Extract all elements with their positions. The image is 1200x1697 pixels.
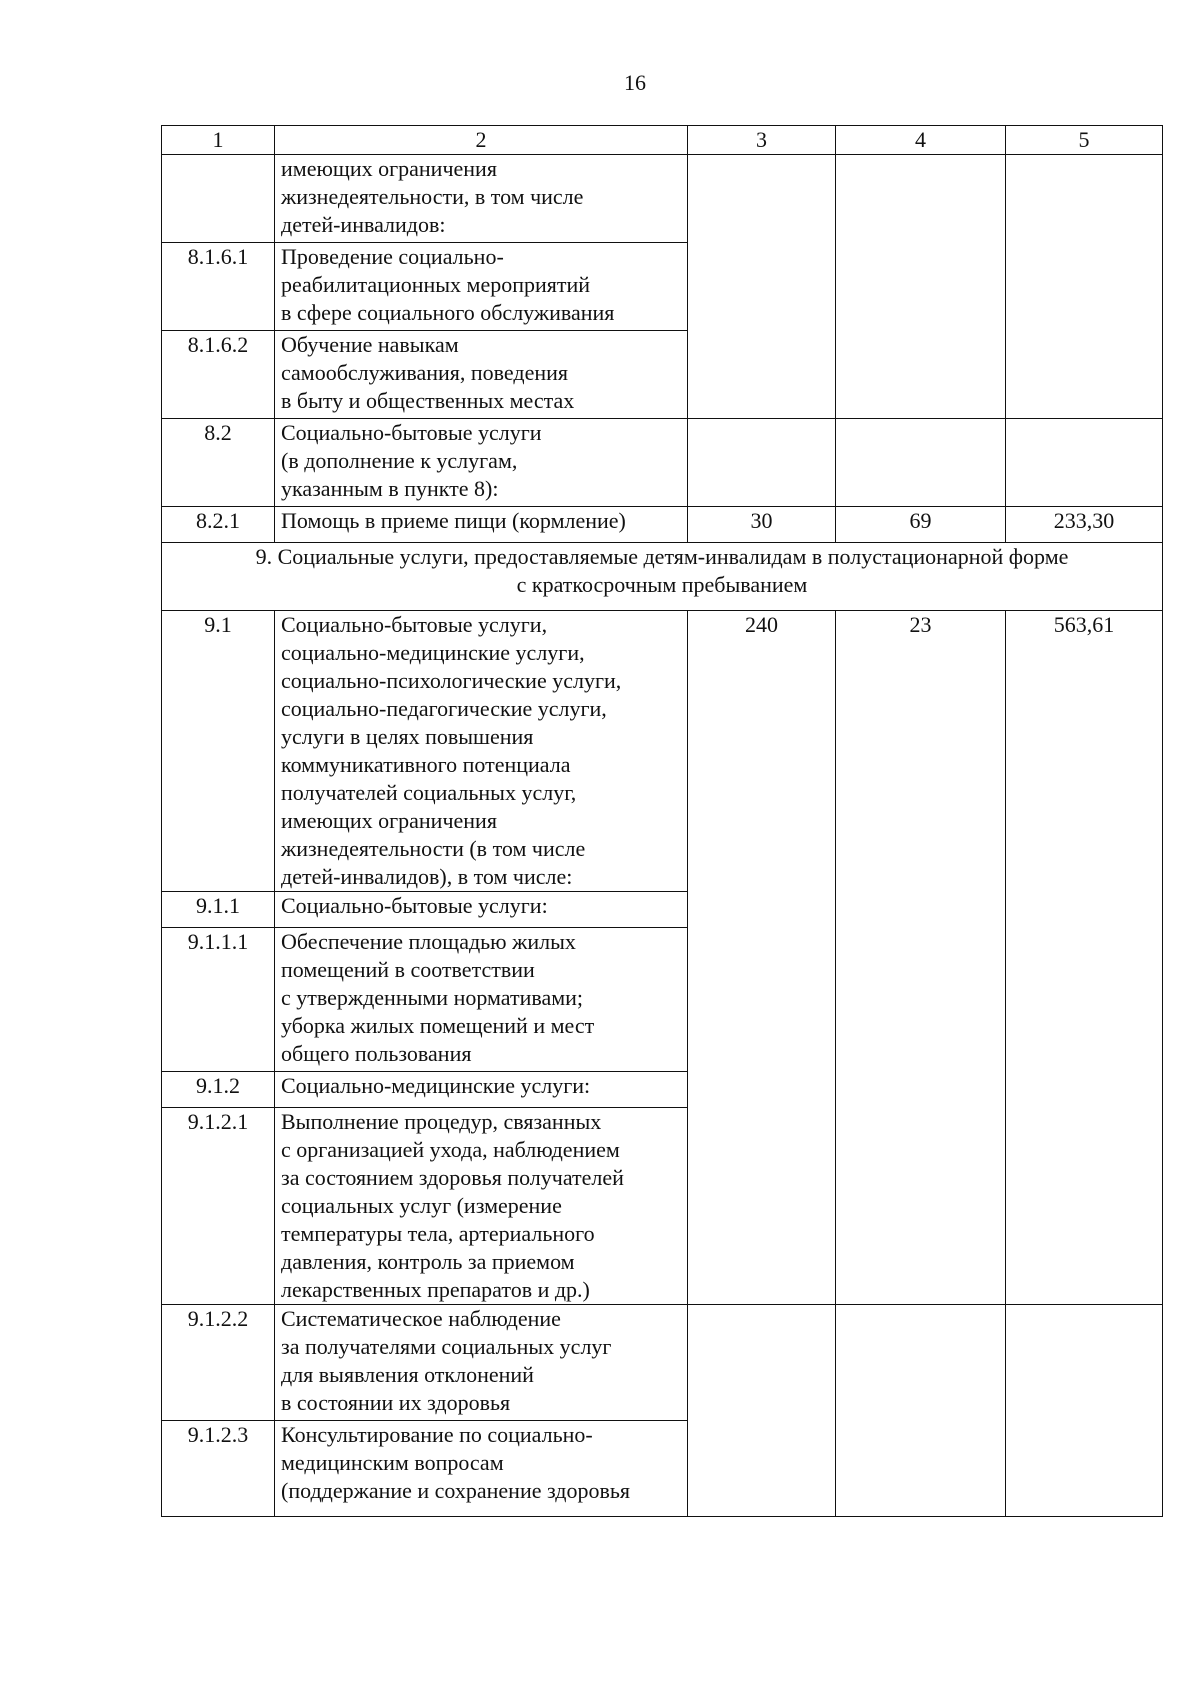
row-value-5	[1006, 419, 1163, 507]
table-row	[162, 419, 1163, 507]
row-text: Проведение социально- реабилитационных мероприятий в сфере социального обслуживания	[275, 243, 688, 331]
row-text: Социально-бытовые услуги (в дополнение к услугам, указанным в пункте 8):	[275, 419, 688, 507]
row-code: 9.1	[162, 611, 275, 892]
header-col-3: 3	[688, 126, 836, 155]
row-text: Выполнение процедур, связанных с организацией ухода, наблюдением за состоянием здоровья получателей социальных услуг (измерение температуры тела, артериального давления, контроль за приемом лекарственных препаратов и др.)	[275, 1108, 688, 1305]
row-code: 9.1.1.1	[162, 928, 275, 1072]
row-code: 8.2.1	[162, 507, 275, 543]
page-number: 16	[624, 70, 646, 95]
row-text: Социально-бытовые услуги, социально-медицинские услуги, социально-психологические услуги, социально-педагогические услуги, услуги в целях повышения коммуникативного потенциала получателей социальных услуг, имеющих ограничения жизнедеятельности (в том числе детей-инвалидов), в том числе:	[275, 611, 688, 892]
row-code: 8.1.6.1	[162, 243, 275, 331]
row-text: имеющих ограничения жизнедеятельности, в том числе детей-инвалидов:	[275, 155, 688, 243]
table-header-row	[162, 126, 1163, 155]
empty-cell	[688, 1305, 836, 1517]
empty-cell	[1006, 155, 1163, 419]
table-row	[162, 1305, 1163, 1421]
section-heading: 9. Социальные услуги, предоставляемые детям-инвалидам в полустационарной форме с краткосрочным пребыванием	[162, 543, 1163, 611]
row-code	[162, 155, 275, 243]
empty-cell	[836, 155, 1006, 419]
row-value-3: 30	[688, 507, 836, 543]
row-value-3	[688, 419, 836, 507]
row-value-4: 69	[836, 507, 1006, 543]
row-code: 9.1.2.3	[162, 1421, 275, 1517]
row-value-5: 233,30	[1006, 507, 1163, 543]
row-text: Социально-бытовые услуги:	[275, 892, 688, 928]
row-code: 9.1.2.1	[162, 1108, 275, 1305]
section-heading-row	[162, 543, 1163, 611]
header-col-5: 5	[1006, 126, 1163, 155]
row-text: Обеспечение площадью жилых помещений в соответствии с утвержденными нормативами; уборка жилых помещений и мест общего пользования	[275, 928, 688, 1072]
header-col-4: 4	[836, 126, 1006, 155]
empty-cell	[1006, 1305, 1163, 1517]
row-value-4	[836, 419, 1006, 507]
row-text: Систематическое наблюдение за получателями социальных услуг для выявления отклонений в состоянии их здоровья	[275, 1305, 688, 1421]
row-code: 8.2	[162, 419, 275, 507]
row-value-5: 563,61	[1006, 611, 1163, 1305]
empty-cell	[836, 1305, 1006, 1517]
row-text: Социально-медицинские услуги:	[275, 1072, 688, 1108]
services-table	[161, 125, 1163, 1517]
header-col-1: 1	[162, 126, 275, 155]
table-row	[162, 507, 1163, 543]
table-row	[162, 155, 1163, 243]
row-text: Обучение навыкам самообслуживания, поведения в быту и общественных местах	[275, 331, 688, 419]
header-col-2: 2	[275, 126, 688, 155]
table-row	[162, 611, 1163, 892]
empty-cell	[688, 155, 836, 419]
row-value-4: 23	[836, 611, 1006, 1305]
row-code: 9.1.2	[162, 1072, 275, 1108]
row-value-3: 240	[688, 611, 836, 1305]
row-code: 9.1.2.2	[162, 1305, 275, 1421]
row-text: Помощь в приеме пищи (кормление)	[275, 507, 688, 543]
row-code: 8.1.6.2	[162, 331, 275, 419]
row-text: Консультирование по социально- медицинским вопросам (поддержание и сохранение здоровья	[275, 1421, 688, 1517]
row-code: 9.1.1	[162, 892, 275, 928]
